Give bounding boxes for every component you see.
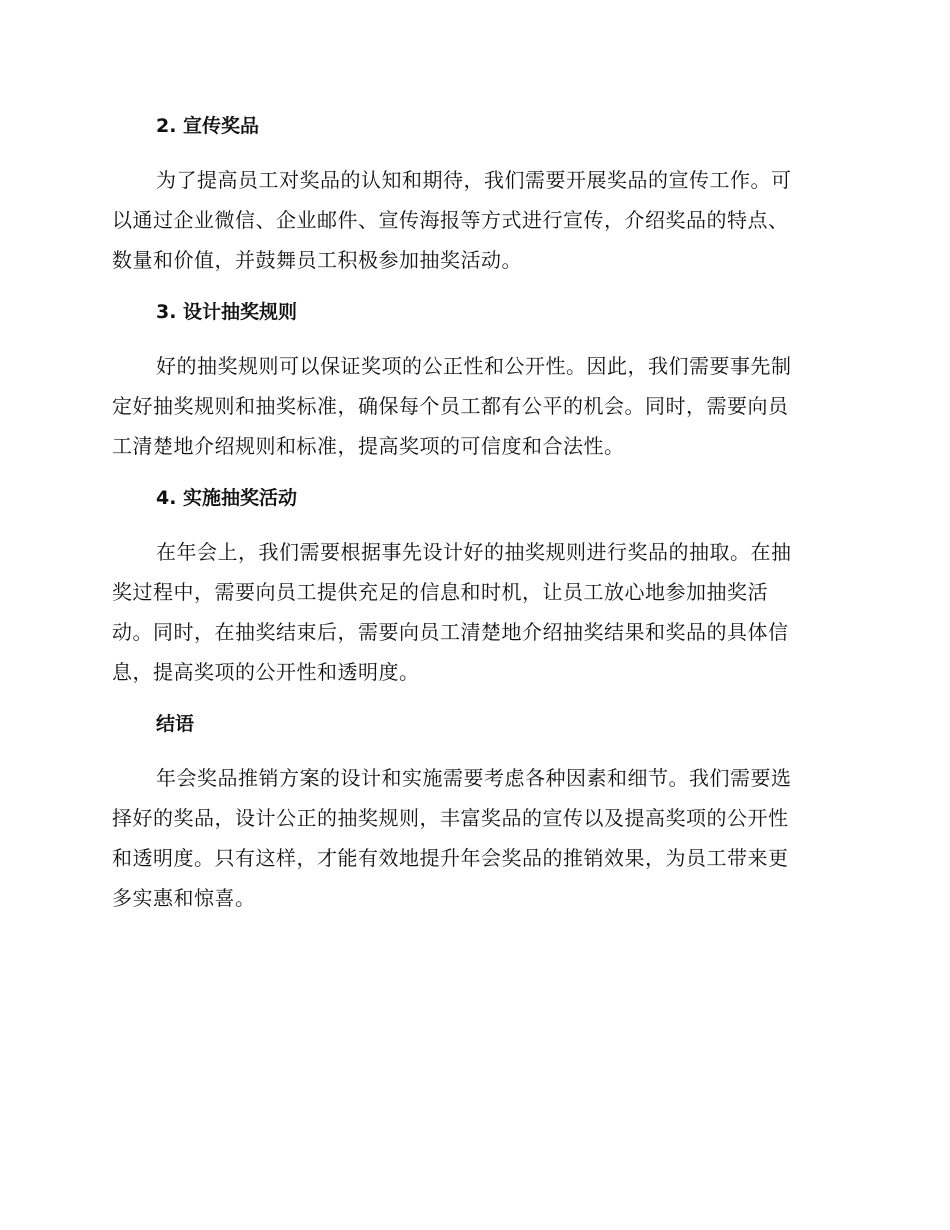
section-heading-design-rules: 3. 设计抽奖规则	[156, 301, 298, 323]
paragraph-line: 定好抽奖规则和抽奖标准，确保每个员工都有公平的机会。同时，需要向员	[112, 394, 789, 418]
section-paragraph-conclusion	[112, 758, 832, 918]
paragraph-line: 息，提高奖项的公开性和透明度。	[112, 660, 420, 684]
paragraph-line: 数量和价值，并鼓舞员工积极参加抽奖活动。	[112, 248, 522, 272]
paragraph-line: 奖过程中，需要向员工提供充足的信息和时机，让员工放心地参加抽奖活	[112, 580, 768, 604]
paragraph-line: 多实惠和惊喜。	[112, 886, 256, 910]
paragraph-line: 动。同时，在抽奖结束后，需要向员工清楚地介绍抽奖结果和奖品的具体信	[112, 620, 789, 644]
paragraph-line: 以通过企业微信、企业邮件、宣传海报等方式进行宣传，介绍奖品的特点、	[112, 208, 789, 232]
section-paragraph-promote-prizes	[112, 160, 832, 280]
paragraph-line: 择好的奖品，设计公正的抽奖规则，丰富奖品的宣传以及提高奖项的公开性	[112, 806, 789, 830]
section-heading-conclusion: 结语	[156, 713, 195, 735]
section-paragraph-design-rules	[112, 346, 832, 466]
paragraph-line: 年会奖品推销方案的设计和实施需要考虑各种因素和细节。我们需要选	[156, 766, 792, 790]
paragraph-line: 为了提高员工对奖品的认知和期待，我们需要开展奖品的宣传工作。可	[156, 168, 792, 192]
paragraph-line: 工清楚地介绍规则和标准，提高奖项的可信度和合法性。	[112, 434, 625, 458]
section-heading-promote-prizes: 2. 宣传奖品	[156, 115, 260, 137]
document-content	[112, 108, 832, 932]
paragraph-line: 在年会上，我们需要根据事先设计好的抽奖规则进行奖品的抽取。在抽	[156, 540, 792, 564]
section-heading-run-lottery: 4. 实施抽奖活动	[156, 487, 298, 509]
paragraph-line: 好的抽奖规则可以保证奖项的公正性和公开性。因此，我们需要事先制	[156, 354, 792, 378]
paragraph-line: 和透明度。只有这样，才能有效地提升年会奖品的推销效果，为员工带来更	[112, 846, 789, 870]
section-paragraph-run-lottery	[112, 532, 832, 692]
